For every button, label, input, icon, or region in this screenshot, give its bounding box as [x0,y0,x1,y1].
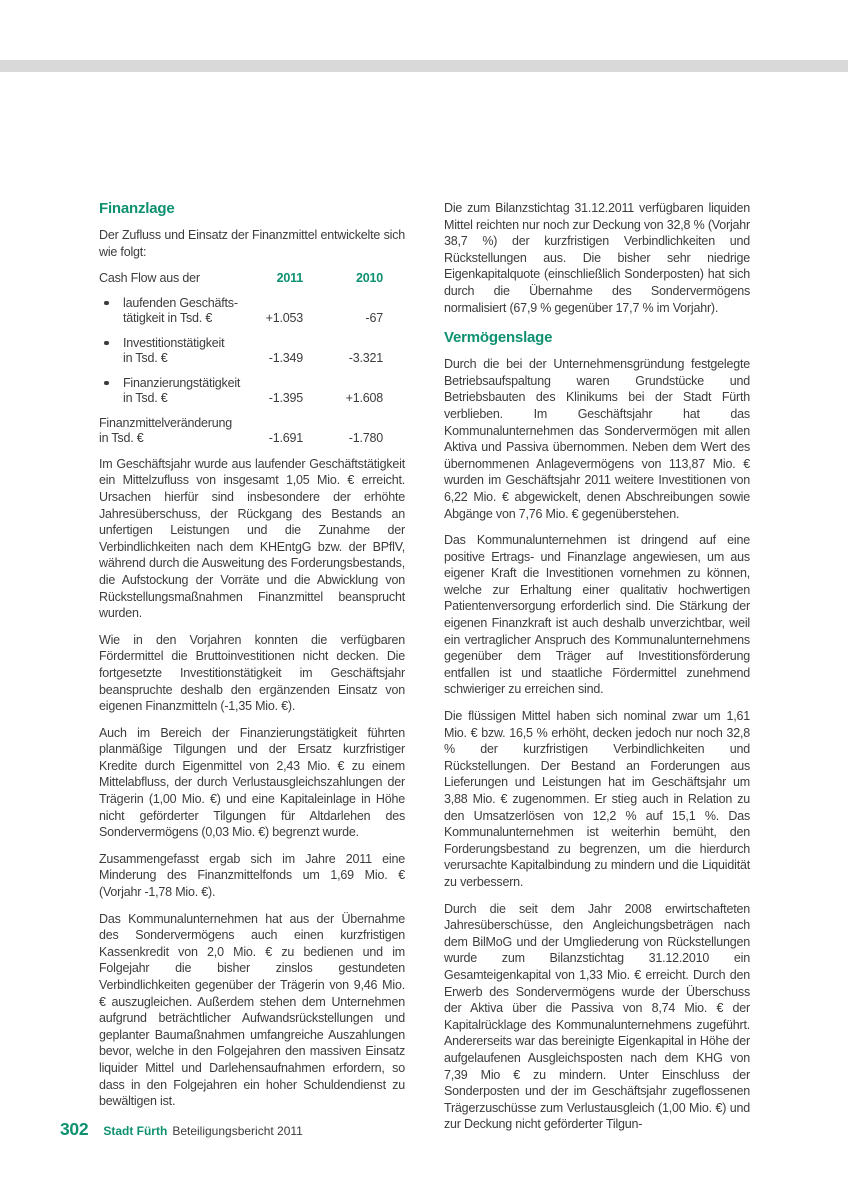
bullet-icon [104,341,109,346]
footer-report-title: Beteiligungsbericht 2011 [172,1124,303,1138]
section-heading-finanzlage: Finanzlage [99,200,175,217]
footer-brand: Stadt Fürth [103,1124,168,1138]
table-row [99,296,405,327]
paragraph: Die flüssigen Mittel haben sich nominal zwar um 1,61 Mio. € bzw. 16,5 % erhöht, decken jedoch nur noch 32,8 % der kurzfristigen Verbindlichkeiten und Rückstellungen. Der Bestand an Forderungen aus Lieferungen und Leistungen hat im Geschäftsjahr um 3,88 Mio. € zugenommen. Er stieg auch in Relation zu den Umsatzerlösen von 12,2 % auf 15,1 %. Das Kommunalunternehmen ist weiterhin bemüht, den Forderungsbestand zu begrenzen, um die hierdurch verursachte Kapitalbindung zu mindern und die Liquidität zu verbessern. [444,709,750,889]
paragraph: Im Geschäftsjahr wurde aus laufender Geschäftstätigkeit ein Mittelzufluss von insgesamt 1,05 Mio. € erreicht. Ursachen hierfür sind insbesondere der erhöhte Jahresüberschuss, der Rückgang des Bestands an unfertigen Leistungen und die Zunahme der Verbindlichkeiten nach dem KHEntgG bzw. der BPflV, während durch die Ausweitung des Forderungsbestands, die Aufstockung der Vorräte und die Abwicklung von Rückstellungsmaßnahmen Finanzmittel beansprucht wurden. [99,456,405,621]
top-gray-bar [0,60,848,72]
row-value-2011: -1.691 [268,431,303,446]
section-heading-vermoegenslage: Vermögenslage [444,329,553,347]
table-row [99,376,405,407]
row-label-line1: Finanzmittelveränderung [99,415,232,430]
row-value-2010: -3.321 [348,351,383,366]
row-label-line1: laufenden Geschäfts- [123,295,238,310]
row-label-line2: in Tsd. € [123,391,168,406]
row-label-line2: in Tsd. € [99,431,144,446]
row-label-line2: tätigkeit in Tsd. € [123,311,213,326]
right-column [444,200,750,1143]
row-value-2011: -1.349 [268,351,303,366]
cashflow-header-year-2010: 2010 [355,271,383,286]
paragraph: Das Kommunalunternehmen ist dringend auf eine positive Ertrags- und Finanzlage angewiesen, um aus eigener Kraft die Investitionen vornehmen zu können, welche zur Erhaltung einer qualitativ hochwertigen Patientenversorgung erforderlich sind. Die Stärkung der eigenen Finanzkraft ist auch deshalb unverzichtbar, weil ein vertraglicher Anspruch des Kommunalunternehmens gegenüber dem Träger auf Investitionsförderung entfallen ist und staatliche Fördermittel zunehmend schwieriger zu erreichen sind. [444,533,750,697]
row-value-2010: +1.608 [345,391,383,406]
row-value-2011: -1.395 [268,391,303,406]
paragraph: Wie in den Vorjahren konnten die verfügbaren Fördermittel die Bruttoinvestitionen nicht decken. Die fortgesetzte Investitionstätigkeit im Geschäftsjahr beanspruchte deshalb den ergänzenden Einsatz von eigenen Finanzmitteln (-1,35 Mio. €). [99,632,405,714]
paragraph: Durch die bei der Unternehmensgründung festgelegte Betriebsaufspaltung waren Grundstücke und Betriebsbauten des Klinikums bei der Stadt Fürth verblieben. Im Geschäftsjahr hat das Kommunalunternehmen das Sondervermögen mit allen Aktiva und Passiva übernommen. Neben dem Wert des übernommenen Anlagevermögens von 113,87 Mio. € wurden im Geschäftsjahr 2011 weitere Investitionen von 6,22 Mio. € abgewickelt, denen Abschreibungen sowie Abgänge von 7,76 Mio. € gegenüberstehen. [444,357,750,521]
paragraph: Auch im Bereich der Finanzierungstätigkeit führten planmäßige Tilgungen und der Ersatz kurzfristiger Kredite durch Eigenmittel von 2,43 Mio. € zu einem Mittelabfluss, der durch Verlustausgleichszahlungen der Trägerin (1,00 Mio. €) und eine Kapitaleinlage in Höhe nicht geförderter Tilgungen für Altdarlehen des Sondervermögens (0,03 Mio. €) begrenzt wurde. [99,725,405,840]
table-row [99,336,405,367]
cashflow-header-label: Cash Flow aus der [99,271,200,286]
row-value-2010: -67 [365,311,383,326]
table-row [99,416,405,447]
page-footer [60,1119,303,1140]
intro-paragraph: Der Zufluss und Einsatz der Finanzmittel entwickelte sich wie folgt: [99,228,405,259]
page-number: 302 [60,1119,89,1139]
paragraph: Zusammengefasst ergab sich im Jahre 2011 eine Minderung des Finanzmittelfonds um 1,69 Mio. € (Vorjahr -1,78 Mio. €). [99,851,405,900]
row-label-line1: Finanzierungstätigkeit [123,375,241,390]
left-column [99,200,405,1120]
row-value-2010: -1.780 [348,431,383,446]
cashflow-table-header [99,270,405,287]
row-label-line2: in Tsd. € [123,351,168,366]
cashflow-header-year-2011: 2011 [276,271,303,286]
bullet-icon [104,301,109,306]
paragraph: Das Kommunalunternehmen hat aus der Übernahme des Sondervermögens auch einen kurzfristigen Kassenkredit von 2,0 Mio. € zu bedienen und im Folgejahr die bisher zinslos gestundeten Verbindlichkeiten gegenüber der Trägerin von 9,46 Mio. € auszugleichen. Außerdem stehen dem Unternehmen aufgrund beträchtlicher Aufwandsrückstellungen und geplanter Baumaßnahmen umfangreiche Auszahlungen bevor, welche in den Folgejahren den massiven Einsatz liquider Mittel und Darlehensaufnahmen erfordern, so dass in den Folgejahren ein hoher Schuldendienst zu bewältigen ist. [99,911,405,1109]
row-label-line1: Investitionstätigkeit [123,335,225,350]
row-value-2011: +1.053 [265,311,303,326]
paragraph: Durch die seit dem Jahr 2008 erwirtschafteten Jahresüberschüsse, den Angleichungsbeträgen nach dem BilMoG und der Umgliederung von Rückstellungen wurde zum Bilanzstichtag 31.12.2010 ein Gesamteigenkapital von 1,33 Mio. € erreicht. Durch den Erwerb des Sondervermögens wurde der Überschuss der Aktiva über die Passiva von 8,74 Mio. € der Kapitalrücklage des Kommunalunternehmens zugeführt. Andererseits war das bereinigte Eigenkapital in Höhe der aufgelaufenen Ausgleichsposten nach dem KHG von 7,39 Mio € zu mindern. Unter Einschluss der Sonderposten und der im Geschäftsjahr zugeflossenen Trägerzuschüsse zum Verlustausgleich (1,00 Mio. €) und zur Deckung nicht geförderter Tilgun- [444,901,750,1132]
bullet-icon [104,381,109,386]
paragraph: Die zum Bilanzstichtag 31.12.2011 verfügbaren liquiden Mittel reichten nur noch zur Deckung von 32,8 % (Vorjahr 38,7 %) der kurzfristigen Verbindlichkeiten und Rückstellungen aus. Die bisher sehr niedrige Eigenkapitalquote (einschließlich Sonderposten) hat sich durch die Übernahme des Sondervermögens normalisiert (67,9 % gegenüber 17,7 % im Vorjahr). [444,201,750,315]
